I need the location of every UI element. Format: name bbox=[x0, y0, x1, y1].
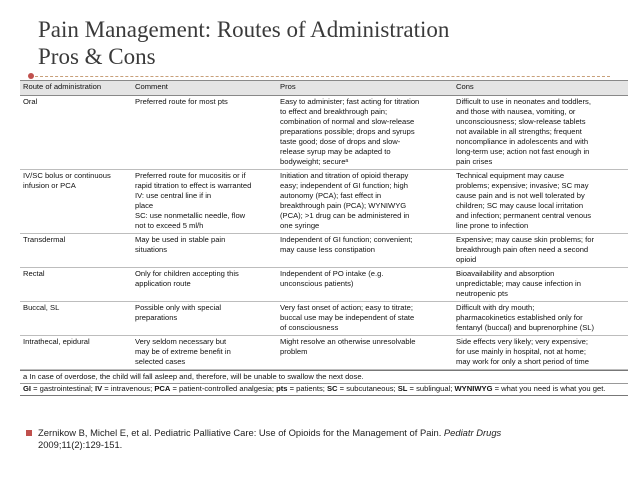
header-route: Route of administration bbox=[20, 81, 132, 96]
cell-route: IV/SC bolus or continuous infusion or PCA bbox=[23, 171, 111, 190]
abbrev-term: pts bbox=[276, 384, 288, 393]
table-footnote: a In case of overdose, the child will fall asleep and, therefore, will be unable to swallow the next dose. bbox=[20, 370, 628, 383]
cell-comment: May be used in stable pain situations bbox=[135, 235, 226, 254]
abbrev-term: PCA bbox=[154, 384, 171, 393]
cell-comment: Very seldom necessary but may be of extreme benefit in selected cases bbox=[135, 337, 231, 366]
cell-route: Intrathecal, epidural bbox=[23, 337, 90, 346]
table-row bbox=[20, 96, 628, 170]
cell-comment: Possible only with special preparations bbox=[135, 303, 222, 322]
abbrev-term: WYNIWYG bbox=[454, 384, 493, 393]
abbrev-def: = patients; bbox=[287, 384, 327, 393]
abbreviations-line bbox=[20, 383, 628, 396]
table-row bbox=[20, 170, 628, 234]
citation-text: Zernikow B, Michel E, et al. Pediatric Palliative Care: Use of Opioids for the Management of Pain. bbox=[38, 427, 444, 438]
table-row bbox=[20, 336, 628, 370]
cell-route: Rectal bbox=[23, 269, 45, 278]
cell-route: Transdermal bbox=[23, 235, 66, 244]
cell-comment: Preferred route for most pts bbox=[135, 97, 228, 106]
cell-pros: Very fast onset of action; easy to titrate; buccal use may be independent of state of consciousness bbox=[280, 303, 415, 332]
table-row bbox=[20, 302, 628, 336]
cell-pros: Independent of GI function; convenient; may cause less constipation bbox=[280, 235, 413, 254]
cell-cons: Bioavailability and absorption unpredictable; may cause infection in neutropenic pts bbox=[456, 269, 581, 298]
cell-cons: Difficult with dry mouth; pharmacokinetics established only for fentanyl (buccal) and buprenorphine (SL) bbox=[456, 303, 595, 332]
cell-pros: Initiation and titration of opioid therapy easy; independent of GI function; high autonomy (PCA); fast effect in breakthrough pain (PCA); WYNIWYG (PCA); >1 drug can be administered in one syringe bbox=[280, 171, 410, 230]
abbrev-term: SL bbox=[397, 384, 408, 393]
cell-pros: Independent of PO intake (e.g. unconscious patients) bbox=[280, 269, 384, 288]
abbrev-term: IV bbox=[94, 384, 103, 393]
cell-cons: Technical equipment may cause problems; expensive; invasive; SC may cause pain and is not well tolerated by children; SC may cause local irritation and infection; permanent central venous line prone to infection bbox=[456, 171, 592, 230]
cell-comment: Preferred route for mucositis or if rapid titration to effect is warranted IV: use central line if in place SC: use nonmetallic needle, flow not to exceed 5 ml/h bbox=[135, 171, 252, 230]
title-line-2: Pros & Cons bbox=[38, 44, 156, 69]
abbrev-def: = what you need is what you get. bbox=[492, 384, 606, 393]
routes-table bbox=[20, 80, 628, 370]
abbrev-def: = patient-controlled analgesia; bbox=[170, 384, 277, 393]
citation-journal: Pediatr Drugs bbox=[443, 427, 502, 438]
routes-table-wrapper bbox=[20, 80, 628, 396]
header-cons: Cons bbox=[453, 81, 628, 96]
cell-route: Oral bbox=[23, 97, 38, 106]
title-line-1: Pain Management: Routes of Administration bbox=[38, 17, 450, 42]
table-row bbox=[20, 234, 628, 268]
abbrev-def: = sublingual; bbox=[407, 384, 455, 393]
cell-cons: Expensive; may cause skin problems; for breakthrough pain often need a second opioid bbox=[456, 235, 595, 264]
header-comment: Comment bbox=[132, 81, 277, 96]
table-header-row bbox=[20, 81, 628, 96]
cell-pros: Easy to administer; fast acting for titration to effect and breakthrough pain; combination of normal and slow-release preparations possible; drops and syrups taste good; dose of drops and slow- release syrup may be adapted to bodyweight; secureᵃ bbox=[280, 97, 420, 166]
table-row bbox=[20, 268, 628, 302]
abbrev-def: = gastrointestinal; bbox=[31, 384, 95, 393]
cell-comment: Only for children accepting this application route bbox=[135, 269, 239, 288]
citation bbox=[38, 427, 598, 451]
abbrev-term: GI bbox=[23, 384, 32, 393]
citation-details: 2009;11(2):129-151. bbox=[38, 439, 123, 450]
cell-route: Buccal, SL bbox=[23, 303, 60, 312]
cell-pros: Might resolve an otherwise unresolvable problem bbox=[280, 337, 416, 356]
citation-bullet bbox=[26, 430, 32, 436]
abbrev-term: SC bbox=[326, 384, 338, 393]
abbrev-def: = intravenous; bbox=[102, 384, 155, 393]
cell-cons: Side effects very likely; very expensive; for use mainly in hospital, not at home; may work for only a short period of time bbox=[456, 337, 589, 366]
slide-title bbox=[38, 16, 628, 70]
cell-cons: Difficult to use in neonates and toddlers, and those with nausea, vomiting, or unconsciousness; slow-release tablets not available in all strengths; frequent noncompliance in adolescents and with long-term use; action not fast enough in pain crises bbox=[456, 97, 591, 166]
header-pros: Pros bbox=[277, 81, 453, 96]
abbrev-def: = subcutaneous; bbox=[337, 384, 398, 393]
title-divider bbox=[30, 76, 610, 77]
divider-dot bbox=[28, 73, 34, 79]
